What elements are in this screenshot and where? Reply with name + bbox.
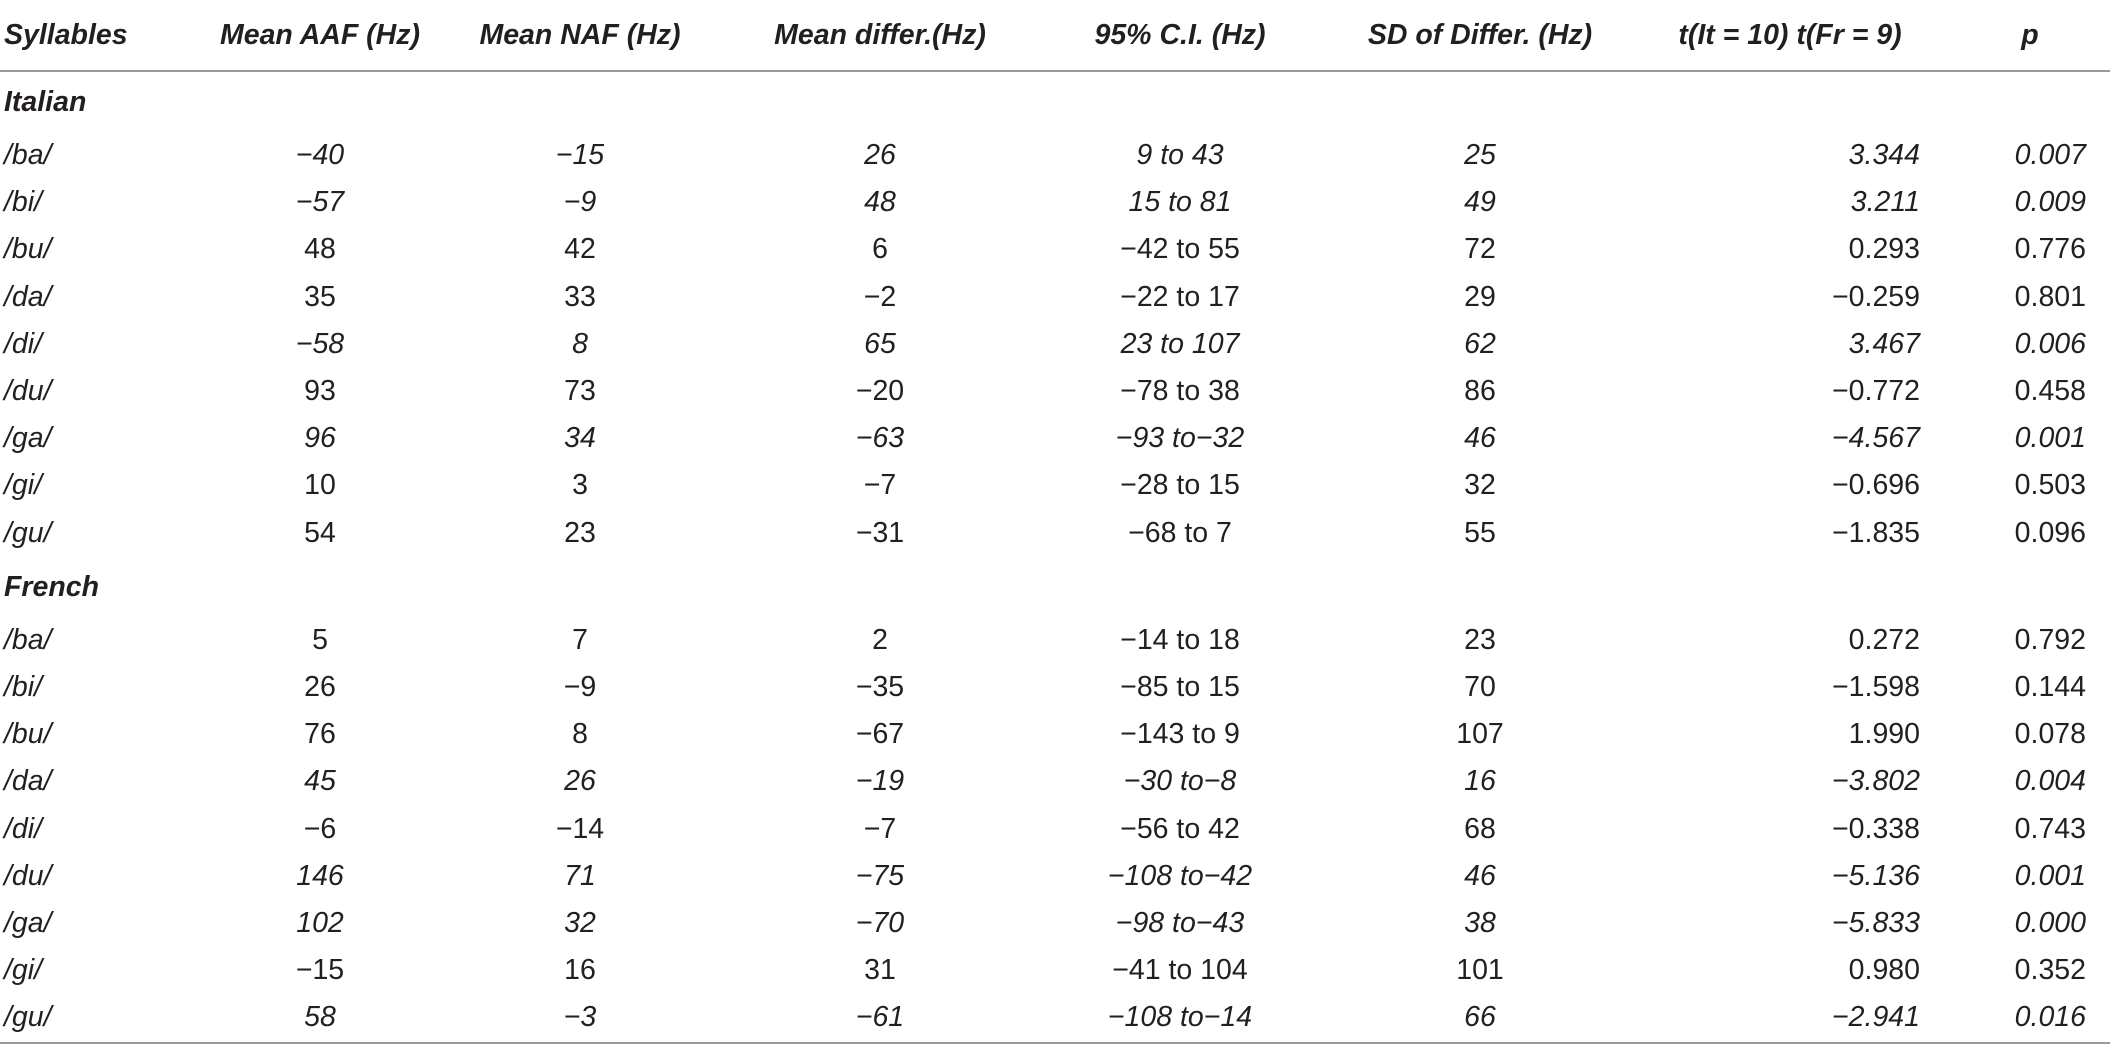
cell-mean-difference: −19 — [855, 765, 905, 798]
cell-t-statistic: 3.211 — [1850, 186, 1920, 219]
table-row — [0, 806, 2110, 853]
cell-p-value: 0.776 — [2014, 233, 2086, 266]
cell-confidence-interval: −41 to 104 — [1112, 954, 1248, 987]
cell-mean-naf: 7 — [572, 623, 588, 656]
cell-p-value: 0.801 — [2014, 280, 2086, 313]
cell-p-value: 0.000 — [2014, 907, 2086, 940]
cell-mean-naf: −9 — [563, 671, 597, 704]
cell-sd-difference: 101 — [1456, 954, 1504, 987]
cell-mean-naf: 26 — [564, 765, 596, 798]
cell-mean-difference: 2 — [872, 623, 888, 656]
cell-mean-naf: 73 — [564, 375, 596, 408]
cell-p-value: 0.503 — [2014, 469, 2086, 502]
cell-confidence-interval: −78 to 38 — [1120, 375, 1240, 408]
cell-confidence-interval: 23 to 107 — [1120, 327, 1240, 360]
cell-p-value: 0.001 — [2014, 859, 2086, 892]
header-mean-naf: Mean NAF (Hz) — [430, 0, 730, 71]
table-row — [0, 226, 2110, 273]
table-row — [0, 510, 2110, 557]
header-row — [0, 0, 2110, 71]
cell-sd-difference: 86 — [1464, 375, 1496, 408]
table-row — [0, 664, 2110, 711]
header-syllables: Syllables — [0, 0, 210, 71]
cell-mean-naf: 33 — [564, 280, 596, 313]
cell-t-statistic: 3.344 — [1848, 139, 1920, 171]
table-row — [0, 462, 2110, 509]
header-confidence-interval: 95% C.I. (Hz) — [1030, 0, 1330, 71]
cell-t-statistic: −2.941 — [1630, 994, 1950, 1042]
cell-mean-aaf: −15 — [295, 954, 345, 987]
cell-mean-naf: 3 — [572, 469, 588, 502]
table-row — [0, 132, 2110, 179]
cell-confidence-interval: −14 to 18 — [1120, 623, 1240, 656]
cell-t-statistic: −4.567 — [1832, 422, 1920, 455]
cell-mean-aaf: 146 — [296, 859, 344, 892]
cell-mean-difference: −7 — [863, 812, 897, 845]
cell-syllable: /gi/ — [4, 469, 43, 502]
cell-sd-difference: 68 — [1464, 812, 1496, 845]
cell-mean-difference: −63 — [855, 422, 905, 455]
cell-sd-difference: 38 — [1464, 907, 1496, 940]
cell-syllable: /ba/ — [4, 623, 52, 656]
cell-mean-difference: 26 — [864, 139, 896, 171]
table-row — [0, 853, 2110, 900]
group-label: French — [4, 570, 100, 603]
table-header — [0, 0, 2110, 71]
cell-mean-naf: 16 — [564, 954, 596, 987]
cell-sd-difference: 55 — [1464, 516, 1496, 549]
cell-mean-naf: −9 — [563, 186, 597, 219]
cell-sd-difference: 23 — [1464, 623, 1496, 656]
cell-mean-aaf: 45 — [304, 765, 336, 798]
cell-confidence-interval: −28 to 15 — [1120, 469, 1240, 502]
cell-t-statistic: −0.259 — [1832, 280, 1920, 313]
table-row — [0, 415, 2110, 462]
header-sd-difference: SD of Differ. (Hz) — [1330, 0, 1630, 71]
cell-syllable: /bi/ — [4, 186, 43, 219]
cell-confidence-interval: −93 to−32 — [1115, 422, 1245, 455]
cell-confidence-interval: −22 to 17 — [1120, 280, 1240, 313]
cell-syllable: /da/ — [4, 280, 52, 313]
cell-syllable: /ga/ — [4, 907, 52, 940]
cell-t-statistic: 0.980 — [1848, 954, 1920, 987]
cell-t-statistic: 3.467 — [1848, 327, 1920, 360]
cell-mean-difference: −75 — [855, 859, 905, 892]
cell-mean-naf: 8 — [572, 718, 588, 751]
cell-confidence-interval: −108 to−42 — [1107, 859, 1253, 892]
cell-t-statistic: 1.990 — [1848, 718, 1920, 751]
cell-mean-difference: 6 — [872, 233, 888, 266]
table-row — [0, 758, 2110, 805]
table-body — [0, 71, 2110, 1043]
cell-mean-aaf: 26 — [304, 671, 336, 704]
cell-mean-naf: −3 — [430, 994, 730, 1042]
header-p-value: p — [1950, 0, 2110, 71]
cell-p-value: 0.001 — [2014, 422, 2086, 455]
table-row — [0, 321, 2110, 368]
cell-sd-difference: 62 — [1464, 327, 1496, 360]
table-row — [0, 994, 2110, 1042]
cell-t-statistic: −5.136 — [1832, 859, 1920, 892]
cell-confidence-interval: −68 to 7 — [1128, 516, 1232, 549]
cell-sd-difference: 72 — [1464, 233, 1496, 266]
cell-mean-naf: 34 — [564, 422, 596, 455]
cell-mean-difference: −31 — [855, 516, 905, 549]
cell-mean-naf: −15 — [555, 139, 605, 171]
cell-mean-aaf: 102 — [296, 907, 344, 940]
cell-mean-difference: −70 — [855, 907, 905, 940]
header-mean-aaf: Mean AAF (Hz) — [210, 0, 430, 71]
cell-t-statistic: −0.696 — [1832, 469, 1920, 502]
cell-sd-difference: 29 — [1464, 280, 1496, 313]
cell-confidence-interval: −30 to−8 — [1123, 765, 1237, 798]
cell-mean-aaf: −58 — [295, 327, 345, 360]
cell-p-value: 0.096 — [2014, 516, 2086, 549]
cell-t-statistic: −1.835 — [1832, 516, 1920, 549]
table-row — [0, 711, 2110, 758]
cell-mean-aaf: −6 — [303, 812, 337, 845]
cell-syllable: /bu/ — [4, 233, 52, 266]
header-t-statistic: t(It = 10) t(Fr = 9) — [1630, 0, 1950, 71]
cell-syllable: /bi/ — [4, 671, 43, 704]
cell-p-value: 0.004 — [2014, 765, 2086, 798]
cell-t-statistic: −0.772 — [1832, 375, 1920, 408]
cell-syllable: /ba/ — [4, 139, 52, 171]
cell-p-value: 0.458 — [2014, 375, 2086, 408]
cell-mean-difference: −20 — [855, 375, 905, 408]
cell-p-value: 0.352 — [2014, 954, 2086, 987]
cell-sd-difference: 49 — [1464, 186, 1496, 219]
cell-syllable: /gu/ — [4, 516, 52, 549]
group-row-french — [0, 557, 2110, 617]
cell-t-statistic: −5.833 — [1832, 907, 1920, 940]
table-row — [0, 900, 2110, 947]
cell-sd-difference: 25 — [1464, 139, 1496, 171]
cell-mean-aaf: 5 — [312, 623, 328, 656]
cell-sd-difference: 32 — [1464, 469, 1496, 502]
cell-mean-aaf: 58 — [210, 994, 430, 1042]
cell-confidence-interval: −42 to 55 — [1120, 233, 1240, 266]
cell-mean-difference: −35 — [855, 671, 905, 704]
group-label: Italian — [4, 86, 87, 118]
cell-mean-aaf: 96 — [304, 422, 336, 455]
cell-p-value: 0.144 — [2014, 671, 2086, 704]
cell-t-statistic: 0.293 — [1848, 233, 1920, 266]
cell-mean-naf: 23 — [564, 516, 596, 549]
cell-mean-aaf: 35 — [304, 280, 336, 313]
cell-sd-difference: 46 — [1464, 422, 1496, 455]
cell-confidence-interval: 9 to 43 — [1136, 139, 1224, 171]
table-row — [0, 274, 2110, 321]
cell-mean-aaf: 93 — [304, 375, 336, 408]
cell-syllable: /di/ — [4, 327, 43, 360]
cell-mean-difference: 65 — [864, 327, 896, 360]
table-row — [0, 179, 2110, 226]
cell-sd-difference: 70 — [1464, 671, 1496, 704]
cell-syllable: /du/ — [4, 375, 52, 408]
cell-p-value: 0.016 — [1950, 994, 2110, 1042]
cell-sd-difference: 16 — [1464, 765, 1496, 798]
cell-p-value: 0.009 — [2014, 186, 2086, 219]
cell-mean-difference: −7 — [863, 469, 897, 502]
cell-confidence-interval: 15 to 81 — [1128, 186, 1232, 219]
cell-sd-difference: 107 — [1456, 718, 1504, 751]
cell-confidence-interval: −143 to 9 — [1120, 718, 1240, 751]
cell-p-value: 0.743 — [2014, 812, 2086, 845]
table-row — [0, 947, 2110, 994]
cell-mean-difference: 48 — [864, 186, 896, 219]
cell-mean-aaf: 76 — [304, 718, 336, 751]
cell-t-statistic: −3.802 — [1832, 765, 1920, 798]
cell-mean-aaf: 48 — [304, 233, 336, 266]
cell-p-value: 0.078 — [2014, 718, 2086, 751]
cell-mean-aaf: −40 — [295, 139, 345, 171]
cell-mean-difference: −2 — [863, 280, 897, 313]
cell-syllable: /du/ — [4, 859, 52, 892]
cell-syllable: /ga/ — [4, 422, 52, 455]
cell-t-statistic: −1.598 — [1832, 671, 1920, 704]
cell-sd-difference: 46 — [1464, 859, 1496, 892]
cell-confidence-interval: −98 to−43 — [1115, 907, 1245, 940]
table-row — [0, 617, 2110, 664]
cell-syllable: /bu/ — [4, 718, 52, 751]
cell-mean-aaf: 10 — [304, 469, 336, 502]
cell-mean-aaf: 54 — [304, 516, 336, 549]
table-row — [0, 368, 2110, 415]
cell-syllable: /gi/ — [4, 954, 43, 987]
cell-mean-difference: −67 — [855, 718, 905, 751]
cell-t-statistic: 0.272 — [1848, 623, 1920, 656]
cell-confidence-interval: −108 to−14 — [1030, 994, 1330, 1042]
cell-syllable: /di/ — [4, 812, 43, 845]
cell-t-statistic: −0.338 — [1832, 812, 1920, 845]
group-row-italian — [0, 71, 2110, 132]
cell-syllable: /da/ — [4, 765, 52, 798]
cell-p-value: 0.006 — [2014, 327, 2086, 360]
header-mean-difference: Mean differ.(Hz) — [730, 0, 1030, 71]
cell-mean-naf: −14 — [555, 812, 605, 845]
cell-mean-naf: 8 — [572, 327, 588, 360]
cell-mean-naf: 32 — [564, 907, 596, 940]
cell-syllable: /gu/ — [0, 994, 210, 1042]
cell-mean-naf: 42 — [564, 233, 596, 266]
cell-mean-aaf: −57 — [295, 186, 345, 219]
cell-p-value: 0.792 — [2014, 623, 2086, 656]
cell-p-value: 0.007 — [2014, 139, 2086, 171]
cell-mean-difference: 31 — [864, 954, 896, 987]
cell-confidence-interval: −56 to 42 — [1120, 812, 1240, 845]
cell-sd-difference: 66 — [1330, 994, 1630, 1042]
cell-mean-naf: 71 — [564, 859, 596, 892]
cell-mean-difference: −61 — [730, 994, 1030, 1042]
cell-confidence-interval: −85 to 15 — [1120, 671, 1240, 704]
